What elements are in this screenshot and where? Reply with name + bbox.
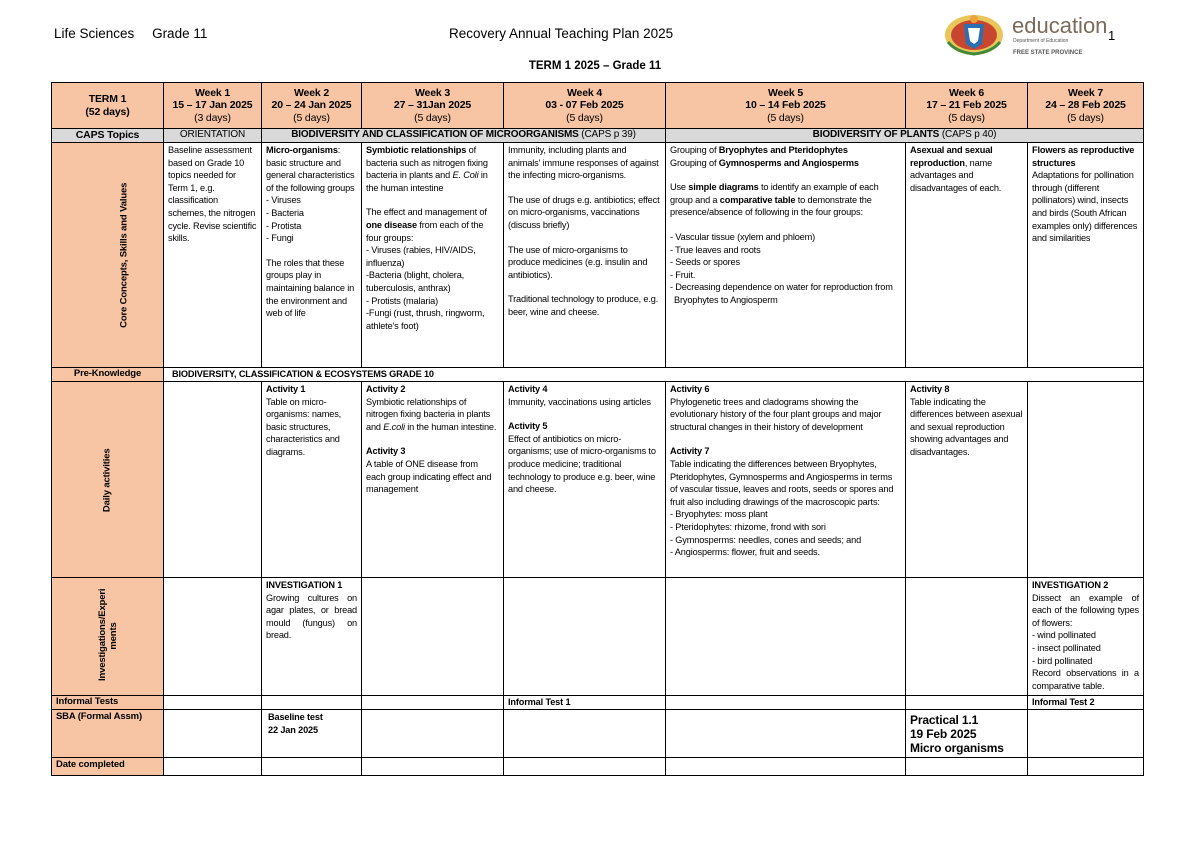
row-label-daily <box>52 382 164 578</box>
caps-plants <box>666 129 1144 143</box>
week-label: Week 4 <box>566 86 603 99</box>
core-w3-one: one disease <box>366 219 417 230</box>
core-w2-text: : basic structure and general characteristics of the following groups <box>266 145 355 193</box>
caps-micro-title: BIODIVERSITY AND CLASSIFICATION OF MICROORGANISMS <box>291 129 579 140</box>
term-name: TERM 1 <box>88 92 127 105</box>
sba-week5 <box>666 710 906 758</box>
week-dates: 15 – 17 Jan 2025 <box>172 99 253 112</box>
core-w5-u2: simple diagrams <box>688 182 759 193</box>
informal-week2 <box>262 696 362 710</box>
date-week3[interactable] <box>362 758 504 776</box>
core-w5-g2a: Grouping of <box>670 157 719 168</box>
list-item: - insect pollinated <box>1032 642 1101 653</box>
week-days: (5 days) <box>566 111 603 124</box>
list-item: - wind pollinated <box>1032 630 1096 641</box>
invest-w2-head: INVESTIGATION 1 <box>266 580 343 590</box>
daily-w6-head: Activity 8 <box>910 384 950 394</box>
daily-week1 <box>164 382 262 578</box>
list-item: - bird pollinated <box>1032 655 1093 666</box>
core-w5-u1: Use <box>670 182 689 193</box>
date-week7[interactable] <box>1028 758 1144 776</box>
informal-week1 <box>164 696 262 710</box>
invest-week6 <box>906 578 1028 696</box>
daily-w2-head: Activity 1 <box>266 384 306 394</box>
core-w7-text: Adaptations for pollination through (different pollinators) wind, insects and birds (South African examples only) differences and similarities <box>1032 170 1138 244</box>
list-item: Bryophytes to Angiosperm <box>674 294 778 305</box>
informal-tests-row <box>52 696 1144 710</box>
sba-week1 <box>164 710 262 758</box>
list-item: - Protists (malaria) <box>366 295 439 306</box>
core-w3-t1: of bacteria such as nitrogen fixing bacteria in plants and <box>366 145 488 181</box>
caps-topics-row <box>52 129 1144 143</box>
list-item: - Angiosperms: flower, fruit and seeds. <box>670 547 820 558</box>
week-dates: 10 – 14 Feb 2025 <box>745 99 826 112</box>
sba-row <box>52 710 1144 758</box>
week-label: Week 3 <box>414 86 451 99</box>
row-label-pre: Pre-Knowledge <box>52 368 164 382</box>
education-logo <box>942 10 1112 58</box>
pre-knowledge-value: BIODIVERSITY, CLASSIFICATION & ECOSYSTEMS GRADE 10 <box>172 369 434 379</box>
core-w6-head: Asexual and sexual reproduction <box>910 145 993 168</box>
core-week1: Baseline assessment based on Grade 10 topics needed for Term 1, e.g. classification schemes, the nitrogen cycle. Revise scientific skills. <box>164 143 262 368</box>
caps-micro-ref: (CAPS p 39) <box>578 129 636 140</box>
sba-w6-topic: Micro organisms <box>910 741 1004 755</box>
core-w3-t2: in the human intestine <box>366 170 488 193</box>
week-label: Week 6 <box>948 86 985 99</box>
core-w5-use <box>670 181 901 219</box>
subject-label: Life Sciences <box>54 26 135 41</box>
caps-orientation: ORIENTATION <box>164 129 262 143</box>
row-label-date: Date completed <box>52 758 164 776</box>
list-item: - Viruses (rabies, HIV/AIDS, influenza) <box>366 245 476 268</box>
daily-w5-text2: Table indicating the differences between Bryophytes, Pteridophytes, Gymnosperms and Angiosperms in terms of vascular tissue, leaves and roots, seeds or spores and fruit also including drawings of the macroscopic parts: <box>670 458 894 507</box>
core-w4-p3: The use of micro-organisms to produce medicines (e.g. insulin and antibiotics). <box>508 244 648 280</box>
list-item: - Protista <box>266 220 302 231</box>
invest-week4 <box>504 578 666 696</box>
core-week5 <box>666 143 906 368</box>
week-label: Week 2 <box>293 86 330 99</box>
week-days: (5 days) <box>414 111 451 124</box>
daily-w2-text: Table on micro-organisms: names, basic structures, characteristics and diagrams. <box>266 396 342 457</box>
informal-week3 <box>362 696 504 710</box>
list-item: - Seeds or spores <box>670 257 740 268</box>
invest-w2-text: Growing cultures on agar plates, or bread mould (fungus) on bread. <box>266 592 357 641</box>
core-week2 <box>262 143 362 368</box>
informal-week6 <box>906 696 1028 710</box>
row-label-sba: SBA (Formal Assm) <box>52 710 164 758</box>
date-week2[interactable] <box>262 758 362 776</box>
list-item: - Viruses <box>266 195 301 206</box>
daily-activities-row <box>52 382 1144 578</box>
daily-week4 <box>504 382 666 578</box>
invest-week3 <box>362 578 504 696</box>
daily-w5-head2: Activity 7 <box>670 446 710 457</box>
core-w6-text: , name advantages and disadvantages of each. <box>910 157 1002 193</box>
invest-w7-text: Dissect an example of each of the following types of flowers: <box>1032 592 1139 628</box>
list-item: - Gymnosperms: needles, cones and seeds; and <box>670 534 862 545</box>
date-week1[interactable] <box>164 758 262 776</box>
list-item: - Decreasing dependence on water for reproduction from <box>670 282 893 293</box>
core-w5-u3: to identify an example of each group and a <box>670 182 879 205</box>
sba-w6-title: Practical 1.1 <box>910 713 979 727</box>
week-header <box>906 83 1028 129</box>
daily-w4-text1: Immunity, vaccinations using articles <box>508 396 651 407</box>
daily-week7 <box>1028 382 1144 578</box>
week-header <box>1028 83 1144 129</box>
invest-week1 <box>164 578 262 696</box>
week-label: Week 5 <box>767 86 804 99</box>
row-label-invest <box>52 578 164 696</box>
week-header <box>362 83 504 129</box>
core-w5-g2b: Gymnosperms and Angiosperms <box>718 157 859 168</box>
core-w2-roles: The roles that these groups play in maintaining balance in the environment and web of life <box>266 257 355 319</box>
daily-w3-text1 <box>366 396 499 434</box>
week-dates: 17 – 21 Feb 2025 <box>926 99 1007 112</box>
core-w5-g2 <box>670 157 901 170</box>
daily-w3-head2: Activity 3 <box>366 446 406 457</box>
daily-week6 <box>906 382 1028 578</box>
core-w3-head: Symbiotic relationships <box>366 145 467 155</box>
week-days: (5 days) <box>293 111 330 124</box>
daily-w5-head1: Activity 6 <box>670 384 710 394</box>
week-header <box>262 83 362 129</box>
list-item: - Fruit. <box>670 269 696 280</box>
informal-week7: Informal Test 2 <box>1028 696 1144 710</box>
core-w7-head: Flowers as reproductive structures <box>1032 145 1135 168</box>
list-item: - Bryophytes: moss plant <box>670 509 768 520</box>
row-label-invest-text: Investigations/Experi ments <box>96 588 119 682</box>
week-header-row <box>52 83 1144 129</box>
core-w5-g1 <box>670 144 901 157</box>
week-days: (3 days) <box>194 111 231 124</box>
sba-week3 <box>362 710 504 758</box>
daily-w3-head1: Activity 2 <box>366 384 406 394</box>
term-days: (52 days) <box>85 105 130 118</box>
core-concepts-row <box>52 143 1144 368</box>
logo-wordmark: education <box>1012 13 1108 38</box>
teaching-plan-table <box>51 82 1144 776</box>
week-dates: 20 – 24 Jan 2025 <box>271 99 352 112</box>
week-dates: 27 – 31Jan 2025 <box>393 99 472 112</box>
informal-week5 <box>666 696 906 710</box>
sba-w2-title: Baseline test <box>268 712 323 722</box>
caps-plants-title: BIODIVERSITY OF PLANTS <box>812 129 940 140</box>
daily-w5-text1: Phylogenetic trees and cladograms showing the evolutionary history of the four plant groups and major structural changes in their history of development <box>670 396 882 432</box>
invest-week7 <box>1028 578 1144 696</box>
core-w5-g1a: Grouping of <box>670 145 719 155</box>
week-days: (5 days) <box>1067 111 1104 124</box>
row-label-caps: CAPS Topics <box>52 129 164 143</box>
daily-w3-text2: A table of ONE disease from each group indicating effect and management <box>366 458 492 495</box>
date-completed-row <box>52 758 1144 776</box>
daily-w6-text: Table indicating the differences between asexual and sexual reproduction showing advantages and disadvantages. <box>910 396 1023 457</box>
core-w5-g1b: Bryophytes and Pteridophytes <box>718 145 848 155</box>
core-w3-t3: The effect and management of <box>366 207 487 218</box>
core-w3-t4: from each of the four groups: <box>366 219 484 243</box>
row-label-core-text: Core Concepts, Skills and Values <box>118 182 130 329</box>
term-cell <box>52 83 164 129</box>
daily-week5 <box>666 382 906 578</box>
page-number: 1 <box>1108 28 1116 43</box>
week-header <box>666 83 906 129</box>
core-w3-ecoli: E. Coli <box>452 170 479 181</box>
caps-plants-ref: (CAPS p 40) <box>939 129 997 140</box>
daily-w3-t2: in the human intestine. <box>404 421 497 432</box>
coat-of-arms-icon <box>942 12 1006 56</box>
invest-week5 <box>666 578 906 696</box>
caps-microorganisms <box>262 129 666 143</box>
investigations-row <box>52 578 1144 696</box>
row-label-daily-text: Daily activities <box>101 448 113 512</box>
document-header-left <box>54 26 221 41</box>
invest-w7-text2: Record observations in a comparative table. <box>1032 668 1139 691</box>
document-title: Recovery Annual Teaching Plan 2025 <box>449 26 674 41</box>
week-dates: 03 - 07 Feb 2025 <box>545 99 624 112</box>
row-label-informal: Informal Tests <box>52 696 164 710</box>
sba-week7 <box>1028 710 1144 758</box>
date-week4[interactable] <box>504 758 666 776</box>
daily-w4-text2: Effect of antibiotics on micro-organisms; use of micro-organisms to produce medicine; traditional technology to produce e.g. beer, wine and cheese. <box>508 433 656 495</box>
core-week3 <box>362 143 504 368</box>
core-w4-p2: The use of drugs e.g. antibiotics; effect on micro-organisms, vaccinations (discuss briefly) <box>508 194 660 230</box>
core-w4-p1: Immunity, including plants and animals' immune responses of against the infecting micro-organisms. <box>508 145 659 181</box>
grade-label: Grade 11 <box>152 26 208 41</box>
list-item: - Pteridophytes: rhizome, frond with sori <box>670 521 826 532</box>
row-label-core <box>52 143 164 368</box>
list-item: -Fungi (rust, thrush, ringworm, athlete's foot) <box>366 308 485 331</box>
core-week6 <box>906 143 1028 368</box>
pre-knowledge-text <box>164 368 1144 382</box>
week-dates: 24 – 28 Feb 2025 <box>1045 99 1126 112</box>
daily-week2 <box>262 382 362 578</box>
daily-w4-head2: Activity 5 <box>508 421 548 432</box>
list-item: - Vascular tissue (xylem and phloem) <box>670 231 816 242</box>
week-header <box>164 83 262 129</box>
list-item: -Bacteria (blight, cholera, tuberculosis, anthrax) <box>366 270 465 293</box>
date-week5[interactable] <box>666 758 906 776</box>
daily-week3 <box>362 382 504 578</box>
core-week4 <box>504 143 666 368</box>
daily-w4-head1: Activity 4 <box>508 384 548 394</box>
week-label: Week 1 <box>194 86 231 99</box>
week-header <box>504 83 666 129</box>
list-item: - True leaves and roots <box>670 244 761 255</box>
week-label: Week 7 <box>1067 86 1104 99</box>
sba-w6-date: 19 Feb 2025 <box>910 727 977 741</box>
core-w5-u5: to demonstrate the presence/absence of following in the four groups: <box>670 194 872 218</box>
sba-week4 <box>504 710 666 758</box>
pre-knowledge-row <box>52 368 1144 382</box>
invest-w7-head: INVESTIGATION 2 <box>1032 580 1109 590</box>
core-week7 <box>1028 143 1144 368</box>
list-item: - Bacteria <box>266 207 304 218</box>
core-w2-head: Micro-organisms <box>266 145 338 155</box>
date-week6[interactable] <box>906 758 1028 776</box>
sba-week6 <box>906 710 1028 758</box>
core-w4-p4: Traditional technology to produce, e.g. beer, wine and cheese. <box>508 294 659 317</box>
daily-w3-ecoli: E.coli <box>383 421 405 432</box>
list-item: - Fungi <box>266 233 294 244</box>
informal-week4: Informal Test 1 <box>504 696 666 710</box>
term-heading: TERM 1 2025 – Grade 11 <box>528 60 662 72</box>
core-w5-u4: comparative table <box>719 194 796 205</box>
sba-week2 <box>262 710 362 758</box>
week-days: (5 days) <box>767 111 804 124</box>
logo-province: FREE STATE PROVINCE <box>1013 50 1083 56</box>
daily-w3-t1: Symbiotic relationships of nitrogen fixing bacteria in plants and <box>366 396 491 432</box>
sba-w2-date: 22 Jan 2025 <box>268 724 318 735</box>
week-days: (5 days) <box>948 111 985 124</box>
logo-department: Department of Education <box>1013 38 1069 44</box>
invest-week2 <box>262 578 362 696</box>
